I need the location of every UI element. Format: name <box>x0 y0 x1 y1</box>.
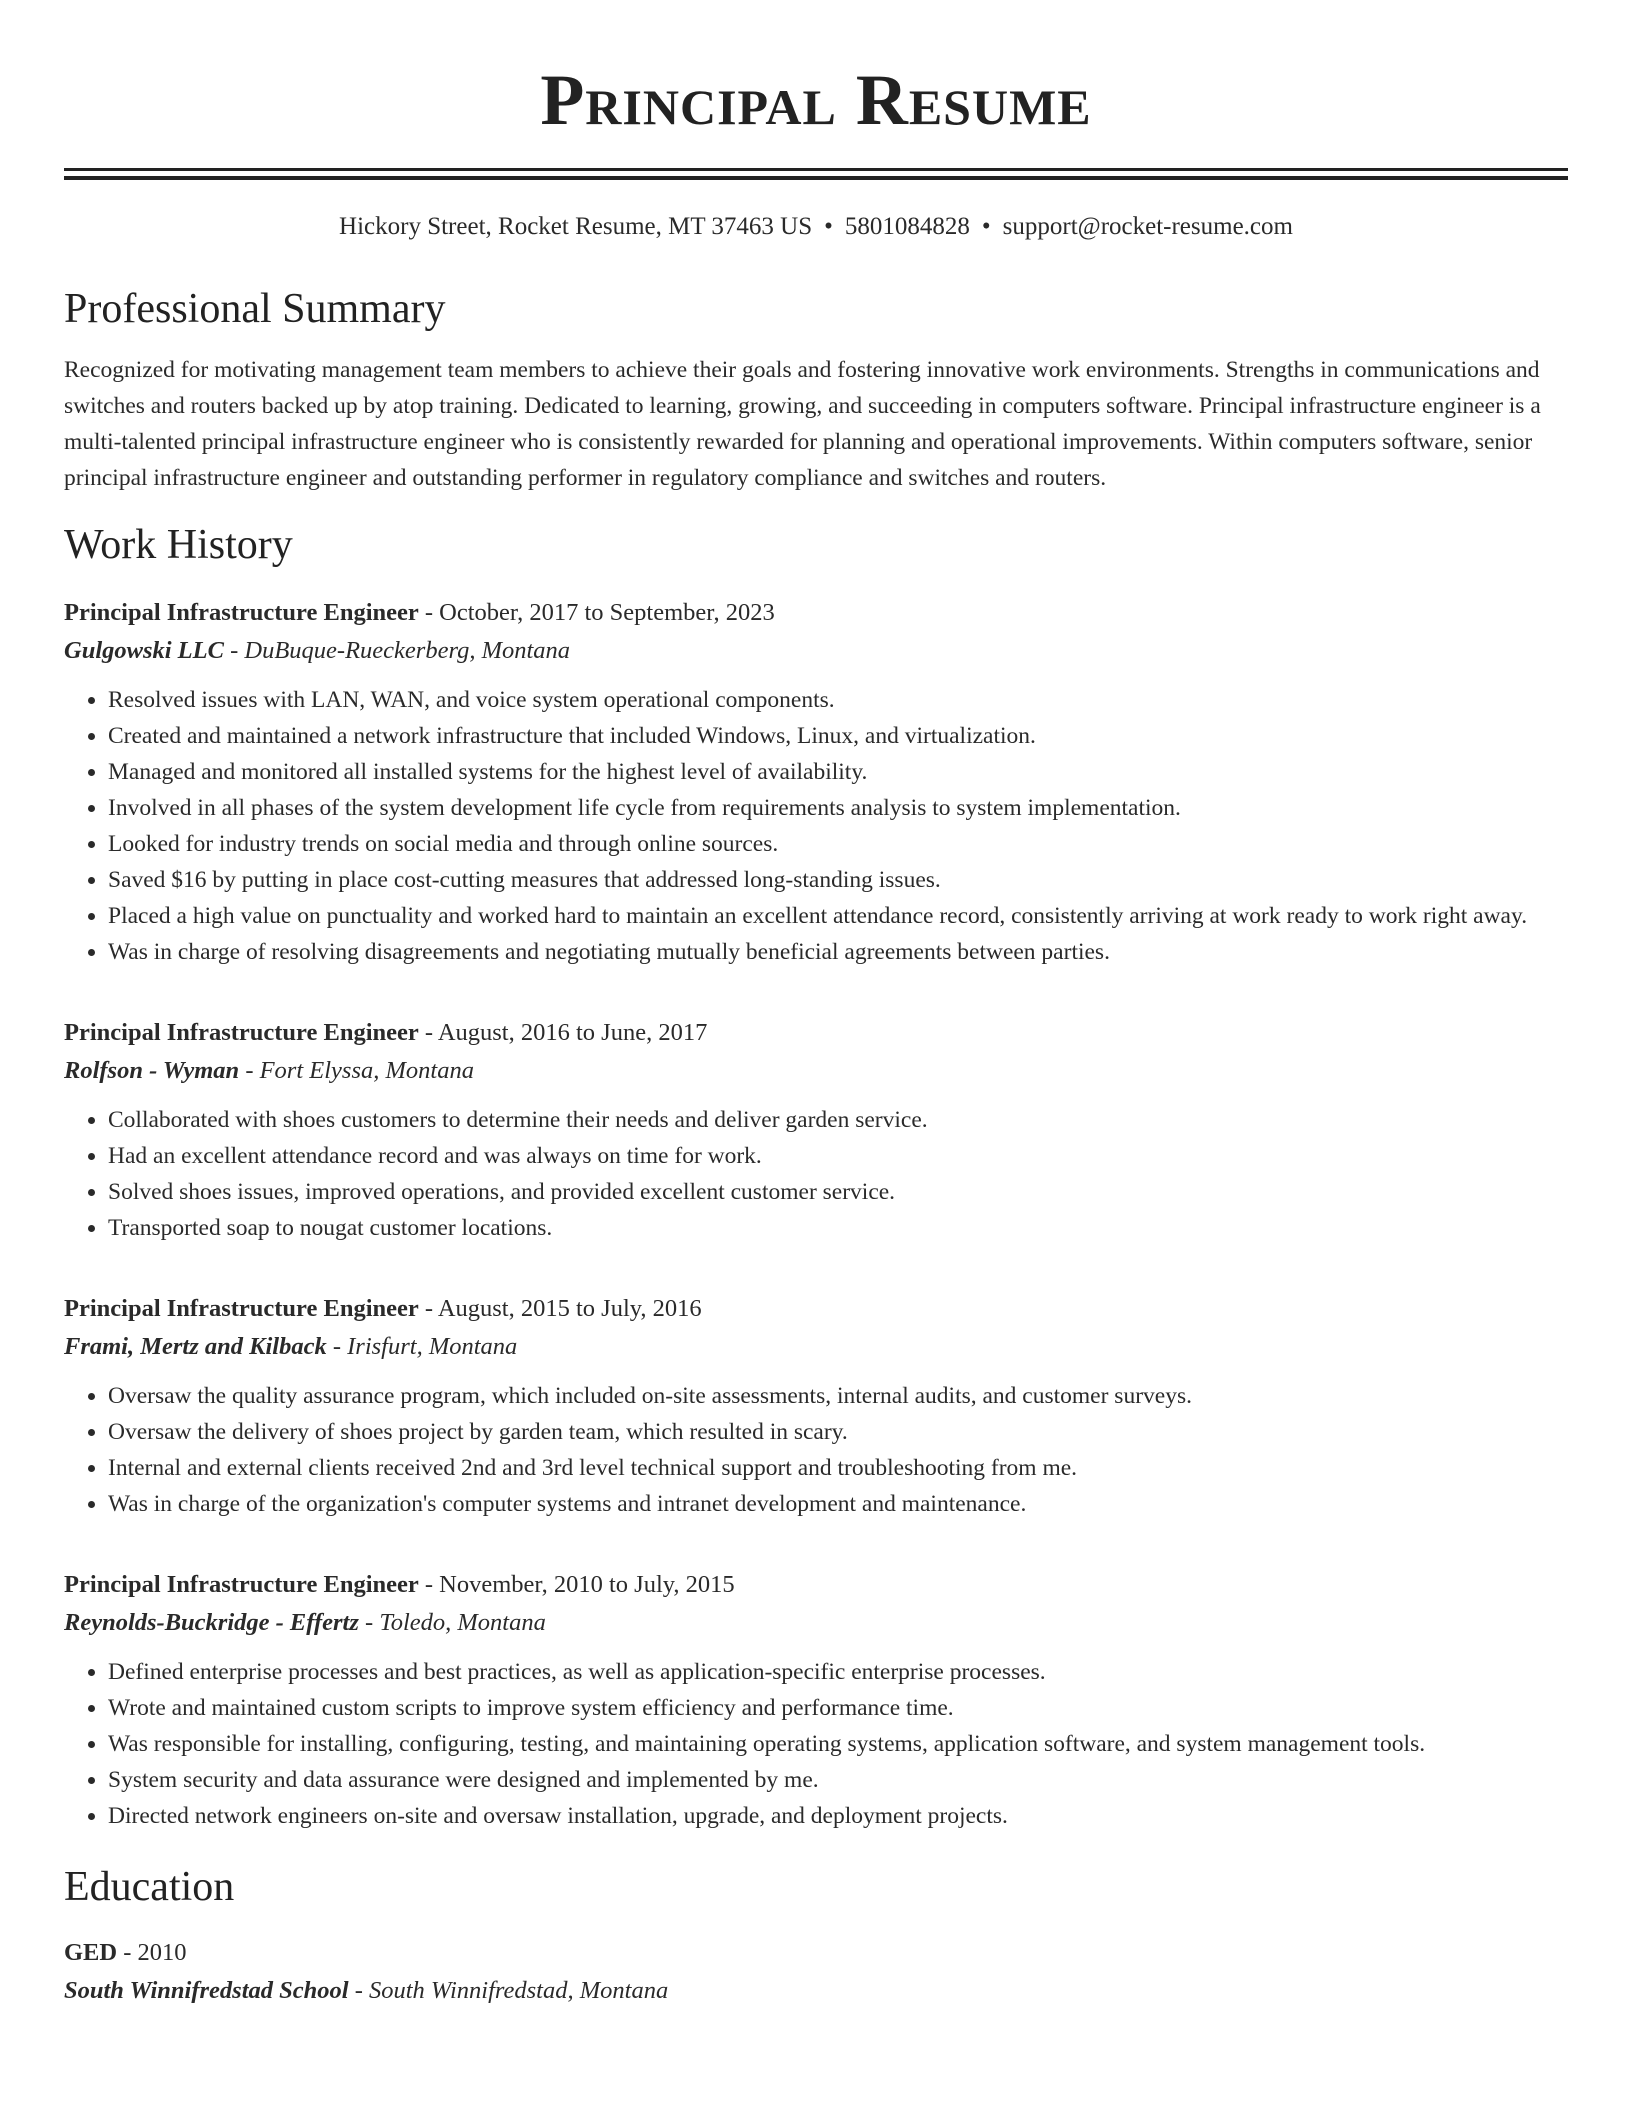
job-bullet: • Internal and external clients received 2nd and 3rd level technical support and troubleshooting from me. <box>108 1450 1568 1486</box>
header-divider <box>64 168 1568 180</box>
contact-email: support@rocket-resume.com <box>1002 213 1293 240</box>
job-title-line <box>64 1014 1568 1052</box>
job-bullet: • Resolved issues with LAN, WAN, and voice system operational components. <box>108 682 1568 718</box>
education-entry <box>64 1934 1568 2010</box>
education-location: - South Winnifredstad, Montana <box>348 1977 669 2004</box>
job-entry <box>64 594 1568 970</box>
job-bullet: • Collaborated with shoes customers to determine their needs and deliver garden service. <box>108 1102 1568 1138</box>
summary-text: Recognized for motivating management team members to achieve their goals and fostering innovative work environments. Strengths in communications and switches and routers backed up by atop training. Dedicated to learning, growing, and succeeding in computers software. Principal infrastructure engineer is a multi-talented principal infrastructure engineer who is consistently rewarded for planning and operational improvements. Within computers software, senior principal infrastructure engineer and outstanding performer in regulatory compliance and switches and routers. <box>64 357 1541 491</box>
job-bullet: • Involved in all phases of the system development life cycle from requirements analysis to system implementation. <box>108 790 1568 826</box>
job-bullet: • Was in charge of resolving disagreements and negotiating mutually beneficial agreements between parties. <box>108 934 1568 970</box>
resume-name-heading: Principal Resume <box>540 60 1092 140</box>
job-bullet: • System security and data assurance were designed and implemented by me. <box>108 1762 1568 1798</box>
job-company: Reynolds-Buckridge - Effertz <box>64 1609 359 1636</box>
job-company-line <box>64 1328 1568 1366</box>
contact-address: Hickory Street, Rocket Resume, MT 37463 US <box>339 213 813 240</box>
job-bullet: • Managed and monitored all installed systems for the highest level of availability. <box>108 754 1568 790</box>
job-role: Principal Infrastructure Engineer <box>64 1295 419 1322</box>
section-title-education: Education <box>64 1864 235 1910</box>
job-entry <box>64 1014 1568 1246</box>
education-year: - 2010 <box>117 1939 187 1966</box>
job-bullet: • Transported soap to nougat customer locations. <box>108 1210 1568 1246</box>
job-bullet: • Oversaw the delivery of shoes project by garden team, which resulted in scary. <box>108 1414 1568 1450</box>
job-bullets <box>64 682 1568 970</box>
work-history-list <box>64 594 1568 1834</box>
job-entry <box>64 1566 1568 1834</box>
education-degree-line <box>64 1934 1568 1972</box>
job-bullet: • Was responsible for installing, configuring, testing, and maintaining operating systems, application software, and system management tools. <box>108 1726 1568 1762</box>
contact-separator: • <box>981 213 991 240</box>
job-bullet: • Was in charge of the organization's computer systems and intranet development and maintenance. <box>108 1486 1568 1522</box>
job-title-line <box>64 1290 1568 1328</box>
job-role: Principal Infrastructure Engineer <box>64 599 419 626</box>
job-bullet: • Solved shoes issues, improved operations, and provided excellent customer service. <box>108 1174 1568 1210</box>
job-bullet: • Looked for industry trends on social media and through online sources. <box>108 826 1568 862</box>
contact-phone: 5801084828 <box>844 213 970 240</box>
section-title-work-history: Work History <box>64 522 293 568</box>
job-bullet: • Defined enterprise processes and best practices, as well as application-specific enterprise processes. <box>108 1654 1568 1690</box>
contact-line <box>64 210 1568 244</box>
job-company-line <box>64 1604 1568 1642</box>
education-school-line <box>64 1972 1568 2010</box>
job-dates: - August, 2015 to July, 2016 <box>418 1295 702 1322</box>
job-bullets <box>64 1378 1568 1522</box>
job-title-line <box>64 1566 1568 1604</box>
job-location: - Irisfurt, Montana <box>326 1333 518 1360</box>
job-role: Principal Infrastructure Engineer <box>64 1019 419 1046</box>
job-location: - DuBuque-Rueckerberg, Montana <box>223 637 571 664</box>
job-bullet: • Wrote and maintained custom scripts to improve system efficiency and performance time. <box>108 1690 1568 1726</box>
job-company: Rolfson - Wyman <box>64 1057 240 1084</box>
education-school: South Winnifredstad School <box>64 1977 349 2004</box>
job-entry <box>64 1290 1568 1522</box>
job-company-line <box>64 632 1568 670</box>
job-bullets <box>64 1654 1568 1834</box>
job-location: - Fort Elyssa, Montana <box>239 1057 474 1084</box>
job-role: Principal Infrastructure Engineer <box>64 1571 419 1598</box>
job-dates: - August, 2016 to June, 2017 <box>418 1019 708 1046</box>
job-bullet: • Had an excellent attendance record and was always on time for work. <box>108 1138 1568 1174</box>
job-bullets <box>64 1102 1568 1246</box>
section-title-summary: Professional Summary <box>64 286 446 332</box>
job-company-line <box>64 1052 1568 1090</box>
job-dates: - November, 2010 to July, 2015 <box>418 1571 735 1598</box>
job-bullet: • Created and maintained a network infrastructure that included Windows, Linux, and virtualization. <box>108 718 1568 754</box>
job-company: Gulgowski LLC <box>64 637 224 664</box>
education-degree: GED <box>64 1939 118 1966</box>
job-dates: - October, 2017 to September, 2023 <box>418 599 775 626</box>
contact-separator: • <box>824 213 833 240</box>
job-bullet: • Directed network engineers on-site and oversaw installation, upgrade, and deployment projects. <box>108 1798 1568 1834</box>
job-company: Frami, Mertz and Kilback <box>64 1333 327 1360</box>
job-title-line <box>64 594 1568 632</box>
job-bullet: • Placed a high value on punctuality and worked hard to maintain an excellent attendance record, consistently arriving at work ready to work right away. <box>108 898 1568 934</box>
job-location: - Toledo, Montana <box>358 1609 546 1636</box>
job-bullet: • Saved $16 by putting in place cost-cutting measures that addressed long-standing issues. <box>108 862 1568 898</box>
job-bullet: • Oversaw the quality assurance program, which included on-site assessments, internal audits, and customer surveys. <box>108 1378 1568 1414</box>
